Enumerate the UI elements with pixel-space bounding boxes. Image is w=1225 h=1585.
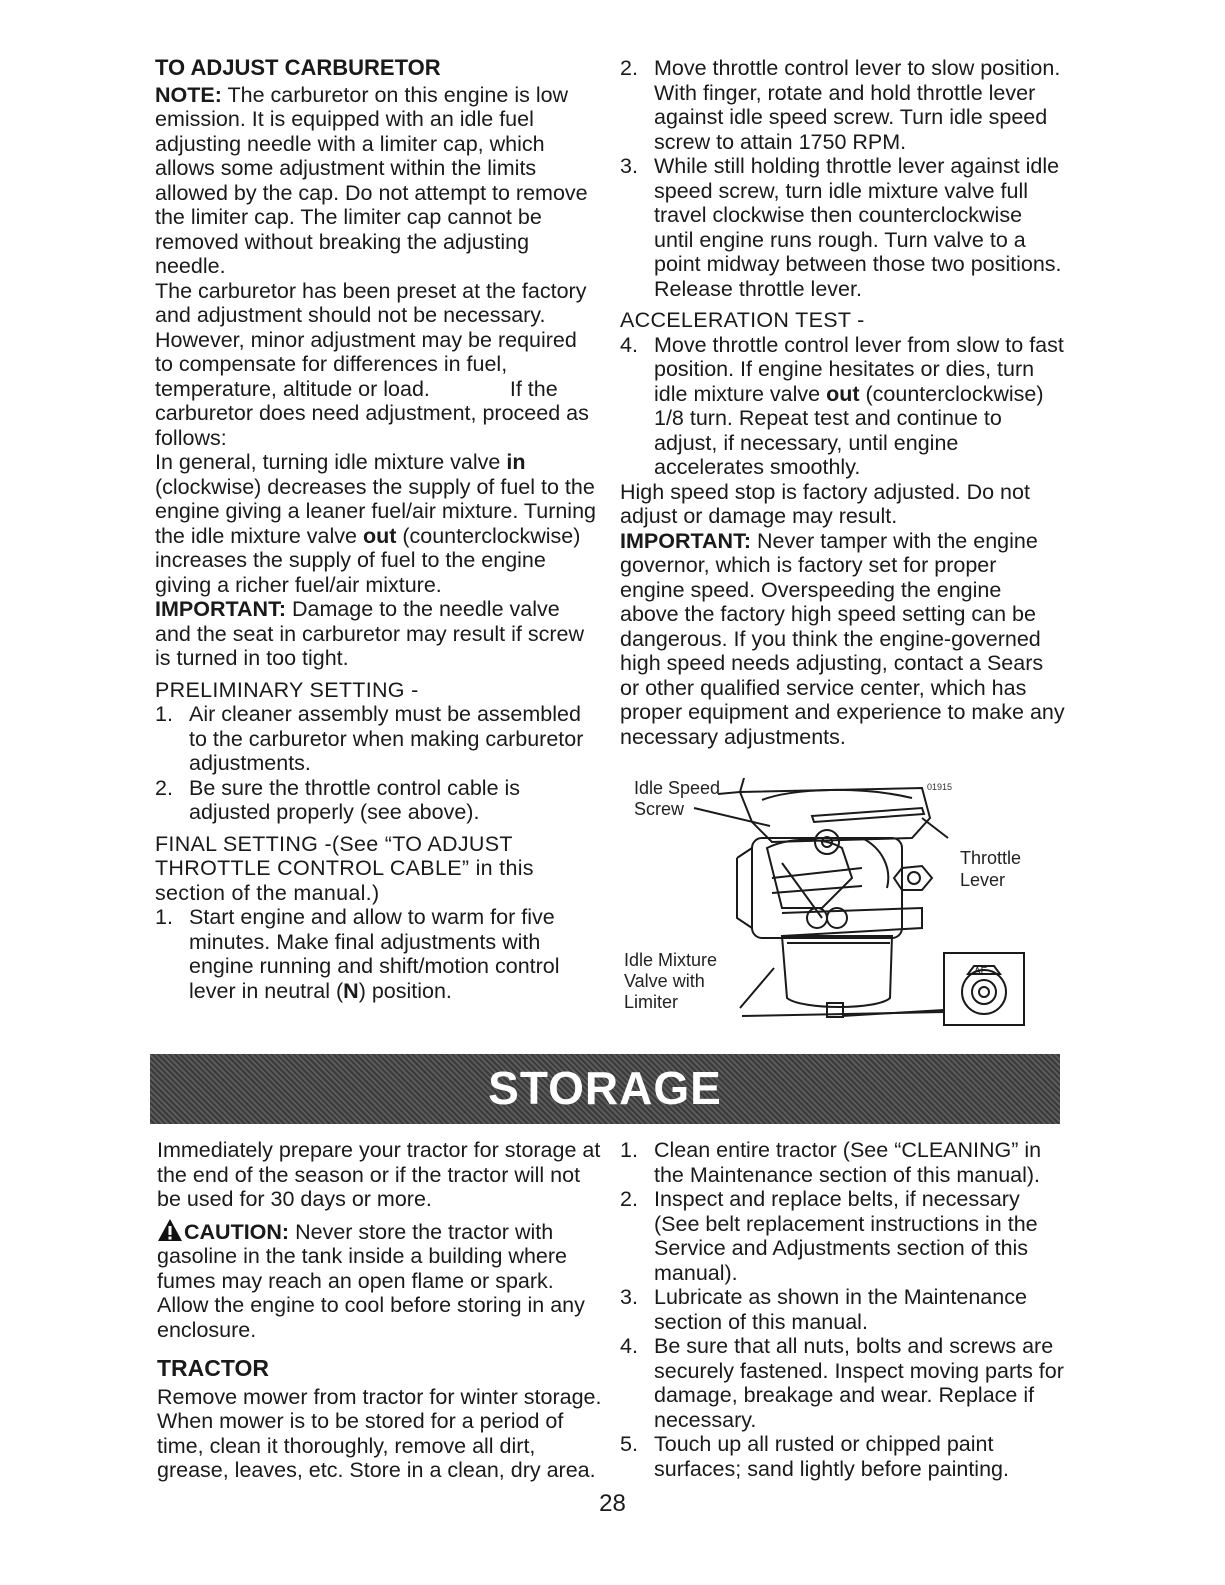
acceleration-list: [620, 333, 1065, 480]
list-item-text: Air cleaner assembly must be assembled to the carburetor when making carburetor adjustments.: [189, 702, 584, 775]
preset-paragraph: [155, 279, 600, 451]
list-item-text: Touch up all rusted or chipped paint surfaces; sand lightly before painting.: [654, 1432, 1009, 1481]
preset-text-a: The carburetor has been preset at the factory and adjustment should not be necessary. However, minor adjustment may be required to compensate for differences in fuel, temperature, altitude or load.: [155, 278, 587, 401]
important2-text: Never tamper with the engine governor, which is factory set for proper engine speed. Overspeeding the engine above the factory high speed setting can be dangerous. If you think the engine-governed high speed needs adjusting, contact a Sears or other qualified service center, which has proper equipment and experience to make any necessary adjustments.: [620, 528, 1065, 749]
important2-label: IMPORTANT:: [620, 528, 751, 553]
carburetor-heading: TO ADJUST CARBURETOR: [155, 55, 441, 80]
high-speed-paragraph: High speed stop is factory adjusted. Do not adjust or damage may result.: [620, 479, 1030, 528]
valve-with-label: Valve with: [624, 971, 705, 991]
carburetor-right-column: [620, 56, 1065, 749]
list-item-text: Inspect and replace belts, if necessary (See belt replacement instructions in the Service and Adjustments section of this manual).: [654, 1187, 1038, 1285]
preset-text-b: If the carburetor does need adjustment, proceed as follows:: [155, 376, 589, 450]
carburetor-note: [155, 83, 600, 279]
caution-paragraph: [157, 1218, 602, 1343]
general-text-b: (clockwise) decreases the supply of fuel to the engine giving a leaner fuel/air mixture. Turning the idle mixture valve: [155, 474, 597, 548]
list-item: 5. Touch up all rusted or chipped paint surfaces; sand lightly before painting.: [620, 1432, 1009, 1481]
list-item: 4. Be sure that all nuts, bolts and screws are securely fastened. Inspect moving parts for damage, breakage and wear. Replace if necessary.: [620, 1334, 1064, 1432]
storage-list: [620, 1138, 1065, 1481]
final-setting-list: [155, 905, 600, 1003]
preliminary-heading: PRELIMINARY SETTING -: [155, 677, 419, 702]
storage-banner-title: STORAGE: [488, 1062, 722, 1114]
neutral-bold: N: [343, 978, 359, 1003]
list-item: 2. Move throttle control lever to slow position. With finger, rotate and hold throttle lever against idle speed screw. Turn idle speed screw to attain 1750 RPM.: [620, 56, 1061, 154]
tractor-paragraph: Remove mower from tractor for winter storage. When mower is to be stored for a period of time, clean it thoroughly, remove all dirt, grease, leaves, etc. Store in a clean, dry area.: [157, 1384, 602, 1482]
general-out-bold: out: [362, 523, 397, 548]
idle-speed-label: Idle Speed: [634, 778, 721, 798]
list-item-text-end: ) position.: [358, 978, 452, 1003]
important-label: IMPORTANT:: [155, 597, 286, 621]
storage-intro: Immediately prepare your tractor for storage at the end of the season or if the tractor will not be used for 30 days or more.: [157, 1138, 601, 1211]
list-item: 2. Inspect and replace belts, if necessary (See belt replacement instructions in the Service and Adjustments section of this manual).: [620, 1187, 1038, 1285]
important-text: Damage to the needle valve and the seat in carburetor may result if screw is turned in too tight.: [155, 597, 584, 670]
list-item-text: Lubricate as shown in the Maintenance section of this manual.: [654, 1285, 1027, 1334]
list-item-text: Clean entire tractor (See “CLEANING” in the Maintenance section of this manual).: [654, 1138, 1042, 1187]
list-item-text: Be sure that all nuts, bolts and screws are securely fastened. Inspect moving parts for damage, breakage and wear. Replace if necessary.: [654, 1334, 1064, 1432]
throttle-label: Throttle: [960, 848, 1022, 868]
list-item-text: While still holding throttle lever against idle speed screw, turn idle mixture valve full travel clockwise then counterclockwise until engine runs rough. Turn valve to a point midway between those two positions. Release throttle lever.: [654, 154, 1062, 301]
list-item-text: Move throttle control lever to slow position. With finger, rotate and hold throttle lever against idle speed screw. Turn idle speed screw to attain 1750 RPM.: [654, 56, 1061, 154]
limiter-label: Limiter: [624, 992, 679, 1012]
list-item-text-end: (counterclockwise) 1/8 turn. Repeat test and continue to adjust, if necessary, until engine accelerates smoothly.: [654, 381, 1044, 479]
general-text-a: In general, turning idle mixture valve: [155, 450, 507, 474]
list-item: 1. Clean entire tractor (See “CLEANING” in the Maintenance section of this manual).: [620, 1138, 1042, 1187]
tractor-heading: TRACTOR: [157, 1355, 270, 1381]
general-in-bold: in: [506, 450, 526, 474]
list-item: 3. While still holding throttle lever against idle speed screw, turn idle mixture valve full travel clockwise then counterclockwise until engine runs rough. Turn valve to a point midway between those two positions. Release throttle lever.: [620, 154, 1062, 301]
carburetor-illustration: [622, 778, 1062, 1040]
caution-text: Never store the tractor with gasoline in the tank inside a building where fumes may reach an open flame or spark. Allow the engine to cool before storing in any enclosure.: [157, 1219, 585, 1342]
important-paragraph: [155, 597, 600, 671]
list-item: 1. Air cleaner assembly must be assembled to the carburetor when making carburetor adjustments.: [155, 702, 584, 775]
acceleration-heading: ACCELERATION TEST -: [620, 308, 865, 332]
note-label: NOTE:: [155, 82, 222, 107]
final-setting-list-continued: [620, 56, 1065, 301]
list-item-text: Start engine and allow to warm for five minutes. Make final adjustments with engine running and shift/motion control lever in neutral (: [189, 905, 560, 1003]
storage-left-column: [157, 1138, 602, 1483]
carburetor-left-column: [155, 56, 600, 1003]
accel-out-bold: out: [826, 381, 860, 406]
warning-triangle-icon: [157, 1218, 183, 1242]
carburetor-figure: [622, 778, 1062, 1040]
general-paragraph: [155, 450, 600, 597]
lever-label: Lever: [960, 870, 1006, 890]
preliminary-list: [155, 702, 600, 825]
final-setting-heading: FINAL SETTING -(See “TO ADJUST THROTTLE CONTROL CABLE” in this section of the manual.): [155, 831, 534, 905]
screw-label: Screw: [634, 799, 685, 819]
storage-banner: [150, 1054, 1060, 1124]
list-item: 4. Move throttle control lever from slow to fast position. If engine hesitates or dies, turn idle mixture valve out (counterclockwise) 1/8 turn. Repeat test and continue to adjust, if necessary, until engine accelerates smoothly.: [620, 332, 1064, 479]
list-item-text: Be sure the throttle control cable is adjusted properly (see above).: [189, 775, 521, 824]
figure-id: 01915: [927, 782, 953, 792]
page-number: 28: [599, 1490, 626, 1517]
caution-label: CAUTION:: [184, 1219, 290, 1244]
note-text: The carburetor on this engine is low emission. It is equipped with an idle fuel adjusting needle with a limiter cap, which allows some adjustment within the limits allowed by the cap. Do not attempt to remove the limiter cap. The limiter cap cannot be removed without breaking the adjusting needle.: [155, 82, 588, 278]
list-item: 1. Start engine and allow to warm for five minutes. Make final adjustments with engine running and shift/motion control lever in neutral (N) position.: [155, 905, 560, 1003]
list-item: 2. Be sure the throttle control cable is adjusted properly (see above).: [155, 775, 521, 824]
general-text-c: (counterclockwise) increases the supply of fuel to the engine giving a richer fuel/air mixture.: [155, 523, 581, 597]
storage-right-column: [620, 1138, 1065, 1481]
list-item-text: Move throttle control lever from slow to fast position. If engine hesitates or dies, turn idle mixture valve: [654, 332, 1064, 406]
inset-label: AE: [974, 966, 988, 977]
important-governor-paragraph: [620, 529, 1065, 750]
idle-mixture-label: Idle Mixture: [624, 950, 718, 970]
list-item: 3. Lubricate as shown in the Maintenance section of this manual.: [620, 1285, 1027, 1334]
